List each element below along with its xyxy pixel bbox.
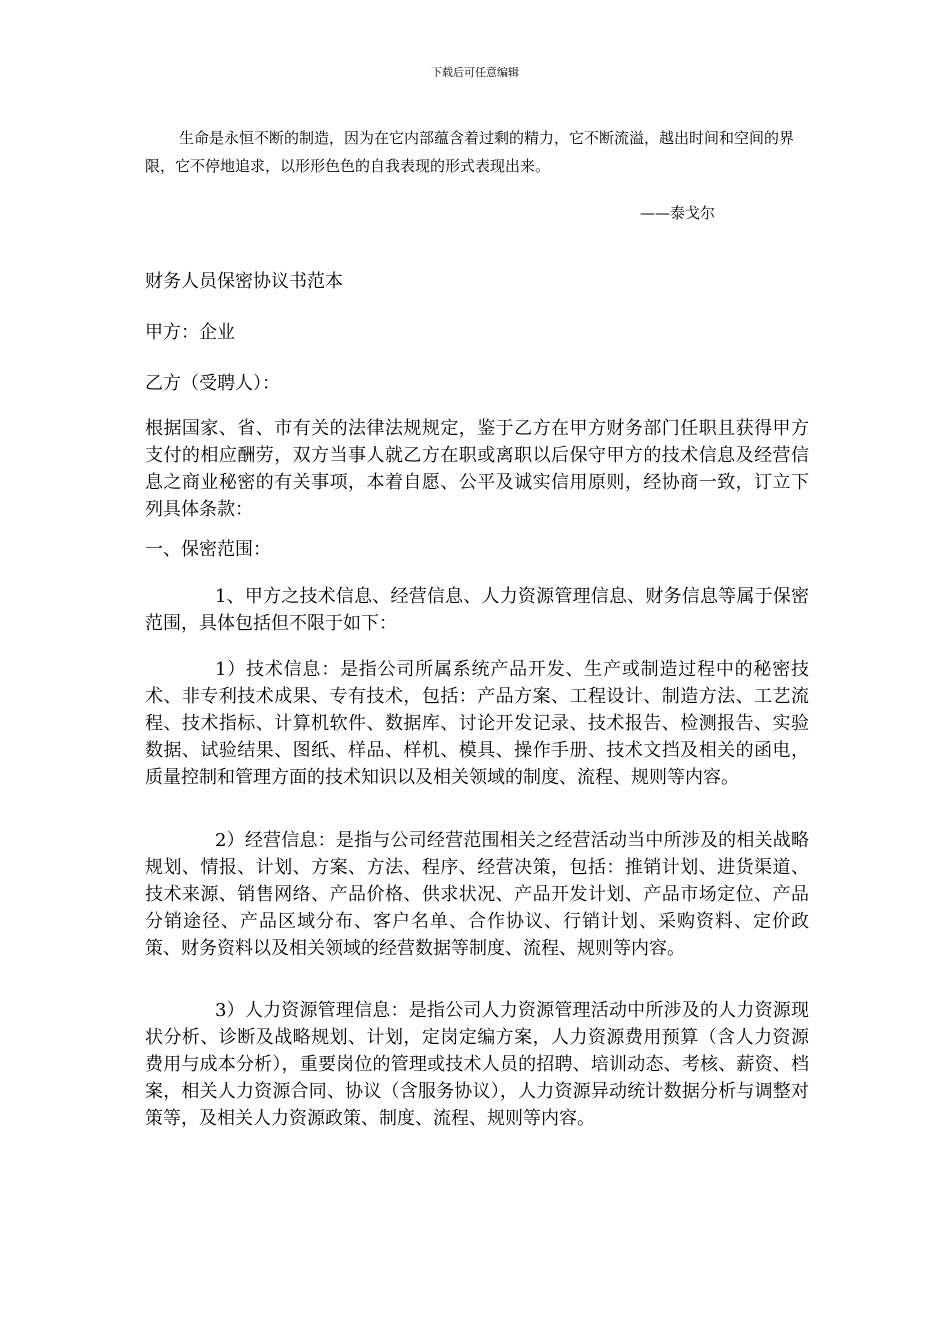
download-edit-note: 下载后可任意编辑 [431, 66, 519, 79]
clause-technical-info: 1）技术信息：是指公司所属系统产品开发、生产或制造过程中的秘密技术、非专利技术成果、专有技术，包括：产品方案、工程设计、制造方法、工艺流程、技术指标、计算机软件、数据库、讨论开发记录、技术报告、检测报告、实验数据、试验结果、图纸、样品、样机、模具、操作手册、技术文挡及相关的函电，质量控制和管理方面的技术知识以及相关领域的制度、流程、规则等内容。 [145, 659, 809, 788]
quote-author: ——泰戈尔 [640, 204, 716, 222]
clause-hr-info: 3）人力资源管理信息：是指公司人力资源管理活动中所涉及的人力资源现状分析、诊断及战略规划、计划，定岗定编方案，人力资源费用预算（含人力资源费用与成本分析），重要岗位的管理或技术人员的招聘、培训动态、考核、薪资、档案，相关人力资源合同、协议（含服务协议），人力资源异动统计数据分析与调整对策等，及相关人力资源政策、制度、流程、规则等内容。 [145, 1000, 809, 1129]
party-a-line: 甲方：企业 [145, 322, 235, 343]
quote-text: 生命是永恒不断的制造，因为在它内部蕴含着过剩的精力，它不断流溢，越出时间和空间的界限，它不停地追求，以形形色色的自我表现的形式表现出来。 [145, 129, 795, 175]
document-title: 财务人员保密协议书范本 [145, 271, 343, 292]
clause-business-info: 2）经营信息：是指与公司经营范围相关之经营活动当中所涉及的相关战略规划、情报、计划、方案、方法、程序、经营决策，包括：推销计划、进货渠道、技术来源、销售网络、产品价格、供求状况、产品开发计划、产品市场定位、产品分销途径、产品区域分布、客户名单、合作协议、行销计划、采购资料、定价政策、财务资料以及相关领域的经营数据等制度、流程、规则等内容。 [145, 830, 809, 959]
intro-paragraph: 根据国家、省、市有关的法律法规规定，鉴于乙方在甲方财务部门任职且获得甲方支付的相应酬劳，双方当事人就乙方在职或离职以后保守甲方的技术信息及经营信息之商业秘密的有关事项，本着自愿、公平及诚实信用原则，经协商一致，订立下列具体条款： [145, 418, 809, 520]
party-b-line: 乙方（受聘人）： [145, 373, 280, 394]
clause-1-paragraph: 1、甲方之技术信息、经营信息、人力资源管理信息、财务信息等属于保密范围，具体包括但不限于如下： [145, 586, 809, 634]
section-heading-confidentiality-scope: 一、保密范围： [145, 539, 271, 560]
